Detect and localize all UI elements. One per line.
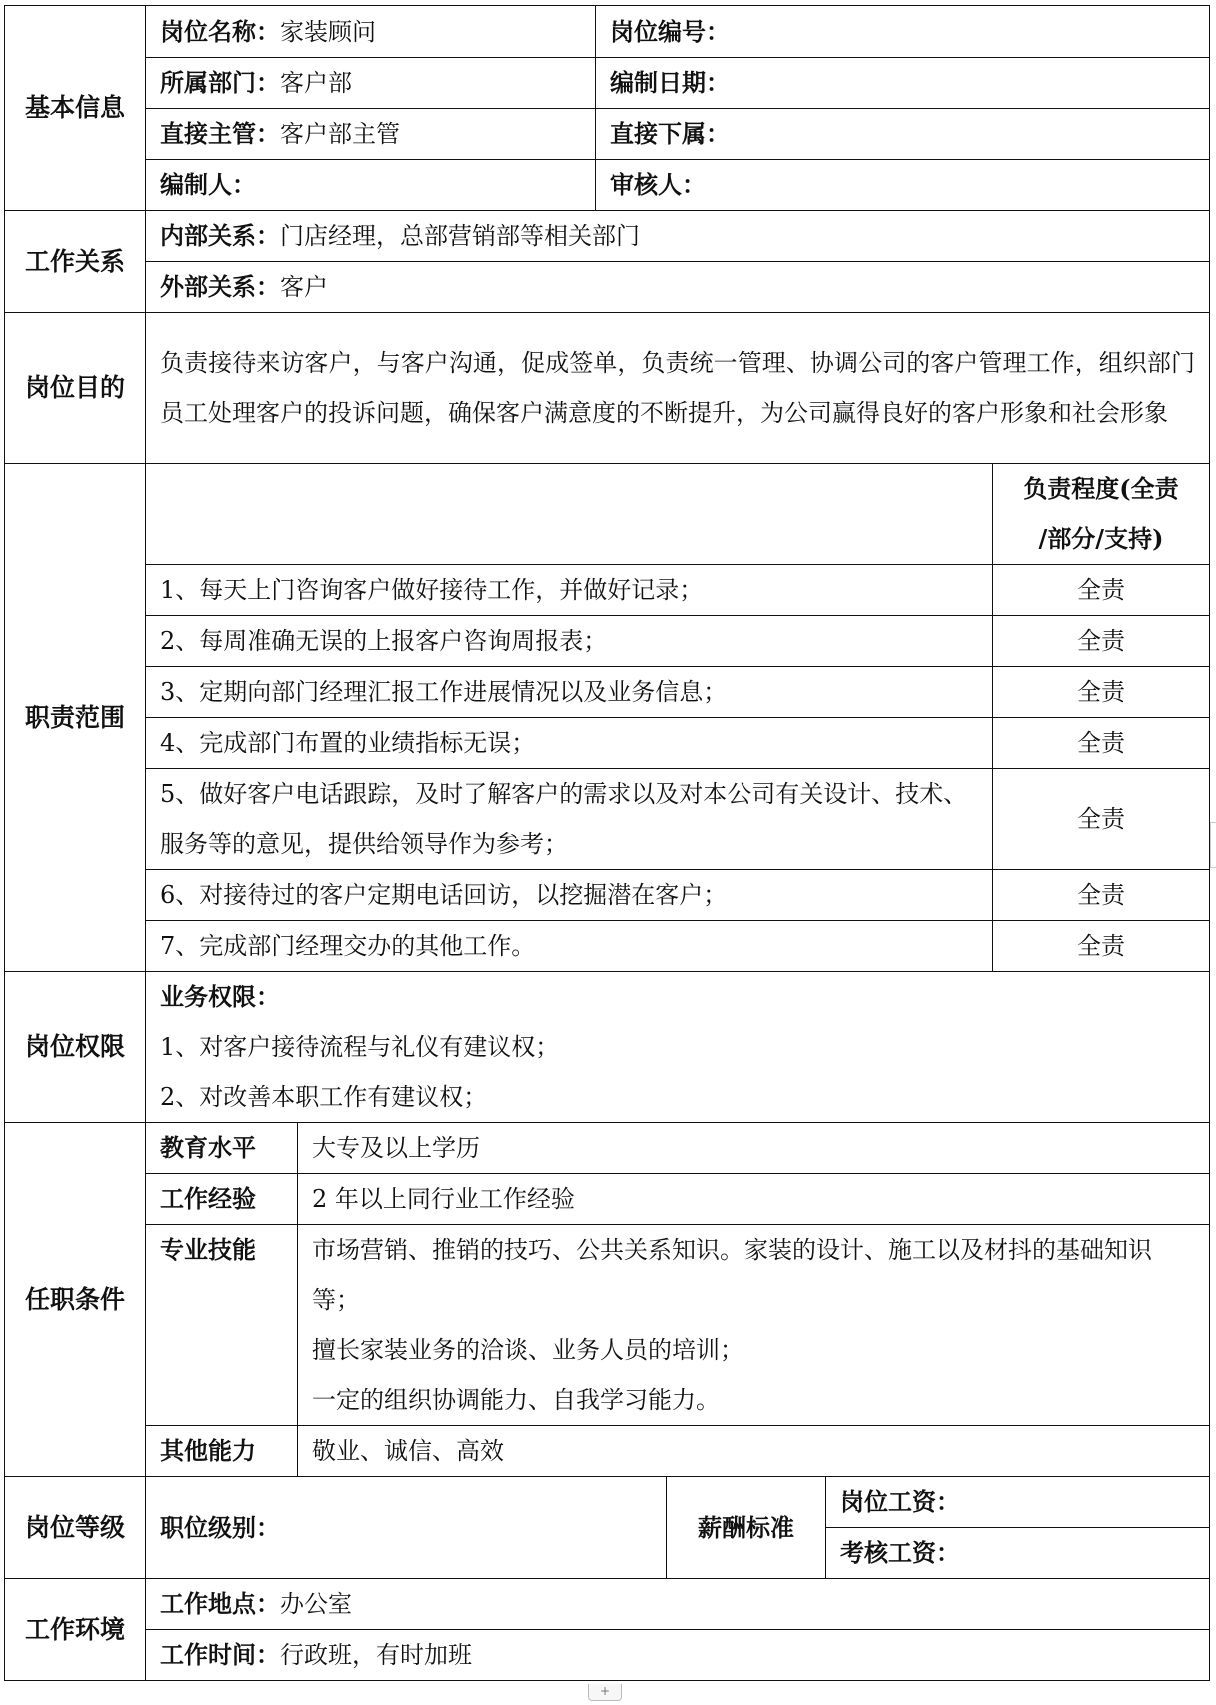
date-label: 编制日期： (610, 68, 730, 97)
position-code-cell[interactable] (596, 6, 1210, 58)
level-label: 职位级别： (160, 1512, 280, 1542)
duty-degree[interactable]: 全责 (993, 870, 1210, 921)
section-grade: 岗位等级 (5, 1477, 146, 1579)
duties-header-blank[interactable] (146, 464, 993, 565)
add-row-button[interactable]: + (588, 1684, 622, 1701)
internal-relations-value: 门店经理，总部营销部等相关部门 (280, 222, 640, 250)
section-relations: 工作关系 (5, 211, 146, 313)
reviewer-label: 审核人： (610, 170, 706, 199)
duty-degree[interactable]: 全责 (993, 565, 1210, 616)
internal-relations-cell[interactable] (146, 211, 1210, 262)
duty-item[interactable]: 3、定期向部门经理汇报工作进展情况以及业务信息； (146, 667, 993, 718)
degree-header-line1: 负责程度(全责 (1023, 474, 1179, 503)
supervisor-value: 客户部主管 (280, 120, 400, 148)
other-ability-label: 其他能力 (146, 1426, 298, 1477)
authority-cell[interactable] (146, 972, 1210, 1123)
duty-item[interactable]: 1、每天上门咨询客户做好接待工作，并做好记录； (146, 565, 993, 616)
skills-cell[interactable] (298, 1225, 1210, 1426)
duty-item[interactable]: 6、对接待过的客户定期电话回访，以挖掘潜在客户； (146, 870, 993, 921)
perf-salary-cell[interactable] (826, 1528, 1210, 1579)
duty-item[interactable]: 7、完成部门经理交办的其他工作。 (146, 921, 993, 972)
education-value[interactable]: 大专及以上学历 (298, 1123, 1210, 1174)
position-name-value: 家装顾问 (280, 17, 376, 46)
base-salary-label: 岗位工资： (840, 1487, 960, 1516)
skills-line: 一定的组织协调能力、自我学习能力。 (312, 1386, 720, 1414)
location-cell[interactable] (146, 1579, 1210, 1630)
supervisor-cell[interactable] (146, 109, 596, 160)
degree-header (993, 464, 1210, 565)
subordinate-cell[interactable] (596, 109, 1210, 160)
section-basic-info: 基本信息 (5, 6, 146, 211)
section-authority: 岗位权限 (5, 972, 146, 1123)
base-salary-cell[interactable] (826, 1477, 1210, 1528)
experience-value[interactable]: 2 年以上同行业工作经验 (298, 1174, 1210, 1225)
skills-line: 市场营销、推销的技巧、公共关系知识。家装的设计、施工以及材抖的基础知识等； (312, 1236, 1152, 1314)
author-cell[interactable] (146, 160, 596, 211)
authority-title: 业务权限： (160, 982, 280, 1011)
location-value: 办公室 (280, 1590, 352, 1618)
duty-degree[interactable]: 全责 (993, 718, 1210, 769)
duty-degree[interactable]: 全责 (993, 667, 1210, 718)
date-cell[interactable] (596, 58, 1210, 109)
department-label: 所属部门： (160, 68, 280, 97)
skills-line: 擅长家装业务的洽谈、业务人员的培训； (312, 1336, 744, 1364)
other-ability-value[interactable]: 敬业、诚信、高效 (298, 1426, 1210, 1477)
external-relations-cell[interactable] (146, 262, 1210, 313)
hours-label: 工作时间： (160, 1640, 280, 1669)
section-requirements: 任职条件 (5, 1123, 146, 1477)
authority-item: 2、对改善本职工作有建议权； (160, 1083, 488, 1111)
hours-value: 行政班，有时加班 (280, 1641, 472, 1669)
duty-degree[interactable]: 全责 (993, 921, 1210, 972)
level-cell[interactable] (146, 1477, 667, 1579)
department-cell[interactable] (146, 58, 596, 109)
subordinate-label: 直接下属： (610, 119, 730, 148)
hours-cell[interactable] (146, 1630, 1210, 1681)
degree-header-line2: /部分/支持) (1038, 524, 1164, 553)
section-duties: 职责范围 (5, 464, 146, 972)
authority-item: 1、对客户接待流程与礼仪有建议权； (160, 1033, 560, 1061)
job-description-table (4, 5, 1210, 1681)
location-label: 工作地点： (160, 1589, 280, 1618)
author-label: 编制人： (160, 170, 256, 199)
skills-label: 专业技能 (146, 1225, 298, 1426)
duty-item[interactable]: 2、每周准确无误的上报客户咨询周报表； (146, 616, 993, 667)
position-code-label: 岗位编号： (610, 16, 730, 46)
perf-salary-label: 考核工资： (840, 1538, 960, 1567)
internal-relations-label: 内部关系： (160, 221, 280, 250)
salary-standard-label: 薪酬标准 (667, 1477, 826, 1579)
duty-degree[interactable]: 全责 (993, 616, 1210, 667)
duty-degree[interactable]: 全责 (993, 769, 1210, 870)
row-resize-handle[interactable] (1210, 822, 1216, 868)
section-purpose: 岗位目的 (5, 313, 146, 464)
external-relations-value: 客户 (280, 273, 328, 301)
supervisor-label: 直接主管： (160, 119, 280, 148)
external-relations-label: 外部关系： (160, 272, 280, 301)
position-name-label: 岗位名称： (160, 16, 280, 46)
education-label: 教育水平 (146, 1123, 298, 1174)
duty-item[interactable]: 4、完成部门布置的业绩指标无误； (146, 718, 993, 769)
department-value: 客户部 (280, 69, 352, 97)
duty-item[interactable]: 5、做好客户电话跟踪，及时了解客户的需求以及对本公司有关设计、技术、服务等的意见，提供给领导作为参考； (146, 769, 993, 870)
purpose-text[interactable]: 负责接待来访客户，与客户沟通，促成签单，负责统一管理、协调公司的客户管理工作，组织部门员工处理客户的投诉问题，确保客户满意度的不断提升，为公司赢得良好的客户形象和社会形象 (146, 313, 1210, 464)
position-name-cell[interactable] (146, 6, 596, 58)
reviewer-cell[interactable] (596, 160, 1210, 211)
experience-label: 工作经验 (146, 1174, 298, 1225)
section-environment: 工作环境 (5, 1579, 146, 1681)
